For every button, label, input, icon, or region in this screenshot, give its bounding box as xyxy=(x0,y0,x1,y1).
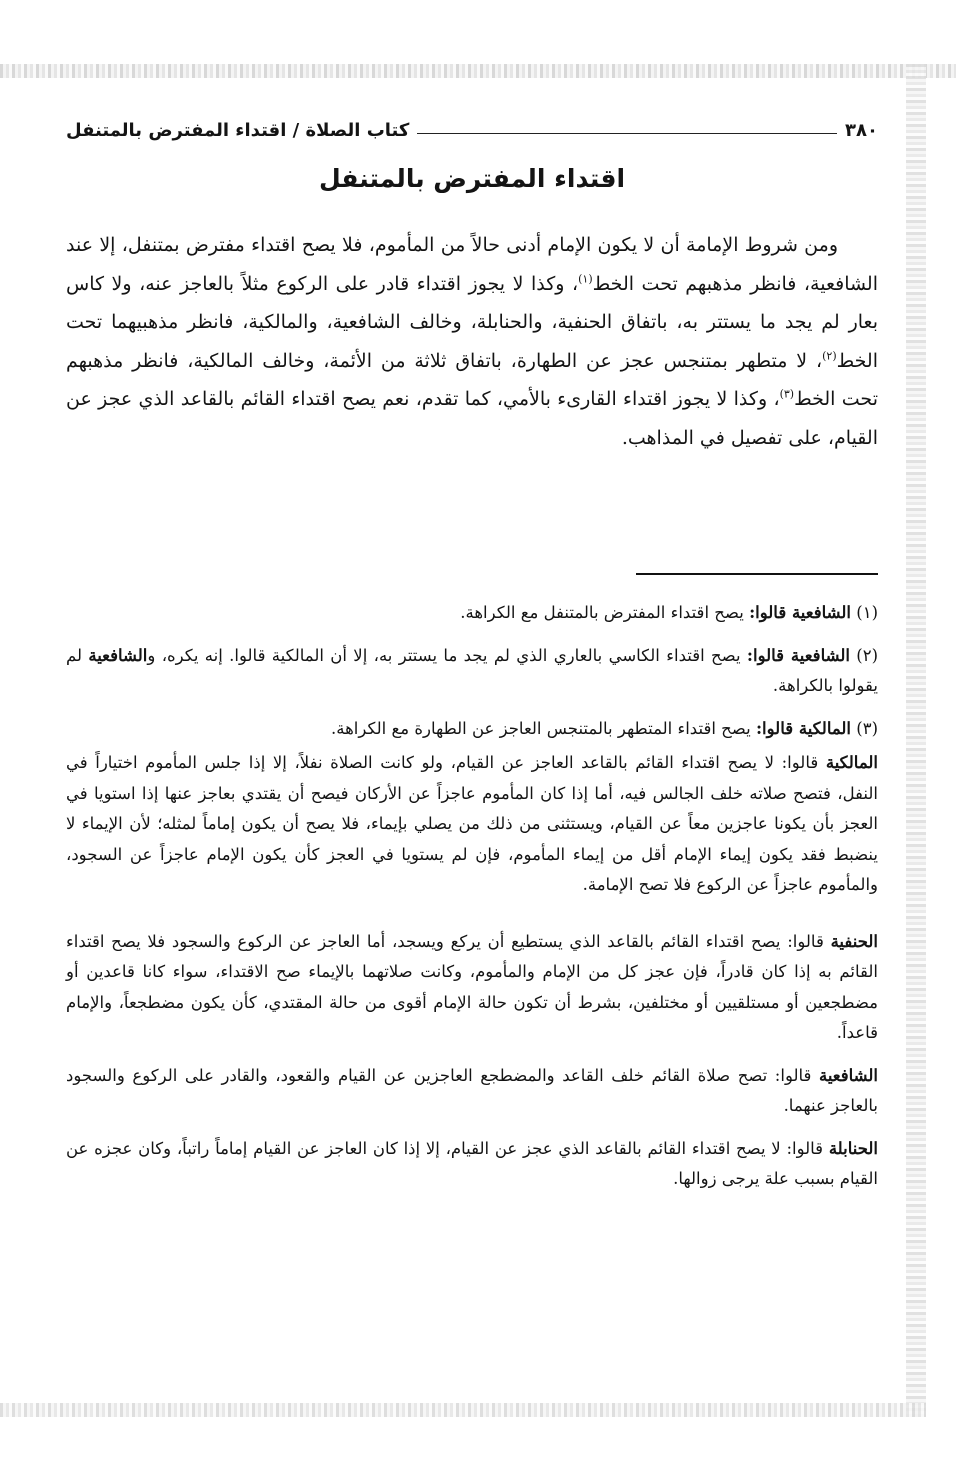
main-text-part-4: ، وكذا لا يجوز اقتداء القارىء بالأمي، كما تقدم، نعم يصح اقتداء القائم بالقاعد الذي عجز عن القيام، على تفصيل في المذاهب. xyxy=(66,388,878,449)
main-paragraph xyxy=(66,226,878,457)
footnote-maliki-text: قالوا: لا يصح اقتداء القائم بالقاعد العاجز عن القيام، ولو كانت الصلاة نفلاً، إلا إذا جلس المأموم اختياراً في النفل، فتصح صلاته خلف الجالس فيه، أما إذا كان المأموم عاجزاً عن الأركان فيصح أن يقتدي بعاجز عنها إذا استويا في العجز بأن يكونا عاجزين معاً عن القيام، ويستثنى من ذلك من يصلي بإيماء، فلا يصح أن يكون إماماً لمثله؛ لأن الإيماء لا ينضبط فقد يكون إيماء الإمام أقل من إيماء المأموم، فإن لم يستويا في العجز كأن يكون الإمام عاجزاً عن السجود، والمأموم عاجزاً عن الركوع فلا تصح الإمامة. xyxy=(66,753,878,894)
main-text-part-3: ، لا متطهر بمتنجس عجز عن الطهارة، باتفاق ثلاثة من الأئمة، وخالف المالكية، فانظر مذهبهم تحت الخط xyxy=(66,349,878,410)
footnote-1-number: (١) xyxy=(856,603,878,622)
footnote-2-school-2: الشافعية xyxy=(88,645,148,665)
footnote-maliki xyxy=(66,748,878,901)
footnote-hanafi-text: قالوا: يصح اقتداء القائم بالقاعد الذي يستطيع أن يركع ويسجد، أما العاجز عن الركوع والسجود فلا يصح اقتداء القائم به إذا كان قادراً، فإن عجز كل من الإمام والمأموم، وكانت صلاتهما بالإيماء صح الاقتداء، سواء كانا قاعدين أو مضطجعين أو مستلقيين أو مختلفين، بشرط أن تكون حالة الإمام أقوى من حالة المقتدي، كأن يكون مضطجعاً، والإمام قاعداً. xyxy=(66,931,878,1042)
footnote-shafii-school: الشافعية xyxy=(818,1065,879,1085)
footnote-ref-2[interactable]: (٢) xyxy=(822,349,837,363)
page-header xyxy=(66,112,878,148)
footnote-hanbali xyxy=(66,1134,878,1195)
footnote-3-text: يصح اقتداء المتطهر بالمتنجس العاجز عن الطهارة مع الكراهة. xyxy=(331,718,751,738)
footnote-2-text-b: لم يقولوا بالكراهة. xyxy=(66,645,878,695)
footnote-3 xyxy=(66,714,878,745)
footnote-2 xyxy=(66,641,878,702)
main-text-part-1: ومن شروط الإمامة أن لا يكون الإمام أدنى حالاً من المأموم، فلا يصح اقتداء مفترض بمتنفل، إلا عند الشافعية، فانظر مذهبهم تحت الخط xyxy=(66,234,878,295)
footnote-ref-1[interactable]: (١) xyxy=(578,272,593,286)
footnote-hanafi-school: الحنفية xyxy=(830,931,878,951)
footnote-maliki-school: المالكية xyxy=(825,753,878,772)
footnote-2-text-a: يصح اقتداء الكاسي بالعاري الذي لم يجد ما يستتر به، إلا أن المالكية قالوا. إنه يكره، و xyxy=(147,645,741,665)
section-title: اقتداء المفترض بالمتنفل xyxy=(318,164,626,193)
footnote-1-text: يصح اقتداء المفترض بالمتنفل مع الكراهة. xyxy=(460,603,744,622)
footnote-1 xyxy=(66,598,878,629)
footnote-3-school: المالكية قالوا: xyxy=(755,718,851,738)
running-title: كتاب الصلاة / اقتداء المفترض بالمتنفل xyxy=(66,119,410,141)
footnote-hanbali-school: الحنابلة xyxy=(828,1138,878,1158)
footnote-ref-3[interactable]: (٣) xyxy=(779,387,795,401)
footnote-hanbali-text: قالوا: لا يصح اقتداء القائم بالقاعد الذي عجز عن القيام، إلا إذا كان العاجز عن القيام إماماً راتباً، وكان عجزه عن القيام بسبب علة يرجى زوالها. xyxy=(66,1138,878,1188)
scan-border-top xyxy=(0,64,956,78)
footnote-3-number: (٣) xyxy=(856,718,878,738)
page-number: ٣٨٠ xyxy=(845,119,878,141)
footnote-shafii-text: قالوا: تصح صلاة القائم خلف القاعد والمضطجع العاجزين عن القيام والقعود، والقادر على الركوع والسجود بالعاجز عنهما. xyxy=(66,1065,878,1115)
footnote-1-school: الشافعية قالوا: xyxy=(749,603,851,622)
main-text xyxy=(66,226,878,457)
header-rule xyxy=(417,133,837,134)
scan-border-right xyxy=(906,64,926,1417)
footnote-separator xyxy=(636,573,878,575)
footnote-shafii xyxy=(66,1061,878,1122)
footnote-2-number: (٢) xyxy=(856,645,879,665)
main-text-part-2: ، وكذا لا يجوز اقتداء قادر على الركوع مثلاً بالعاجز عنه، ولا كاس بعار لم يجد ما يستتر به، باتفاق الحنفية، والحنابلة، وخالف الشافعية، والمالكية، فانظر مذهبيهما تحت الخط xyxy=(66,272,878,372)
footnote-hanafi xyxy=(66,927,878,1049)
footnotes xyxy=(66,598,878,1207)
footnote-2-school: الشافعية قالوا: xyxy=(746,645,850,665)
scan-border-bottom xyxy=(0,1403,926,1417)
